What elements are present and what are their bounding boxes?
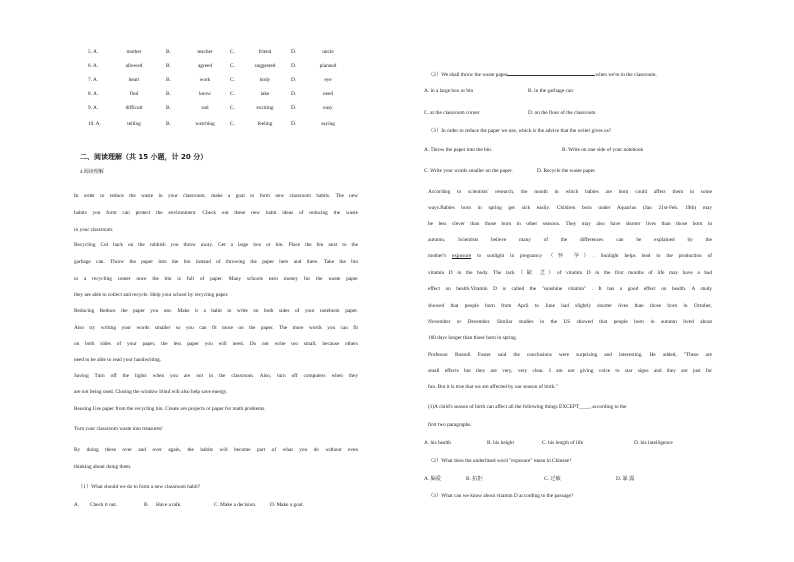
passage-2-line: autumn, Scientists believe many of the differences can be explained by the xyxy=(428,237,712,243)
passage-2-line-5 xyxy=(428,253,712,260)
q5-option-d[interactable]: D. 暴 露 xyxy=(616,476,635,482)
choice-num: 8. A. xyxy=(88,91,99,97)
passage-1-line: thinking about doing them. xyxy=(74,464,132,470)
passage-1-line: Reducing Reduce the paper you use. Make it a habit to write on both sides of your notebook paper. xyxy=(74,308,358,314)
choice-d-letter: D. xyxy=(291,121,297,127)
q3-option-c[interactable]: C. Write your words smaller on the paper. xyxy=(424,168,513,174)
choice-num: 9. A. xyxy=(88,105,99,111)
choice-c[interactable]: suggested xyxy=(254,63,276,69)
q1-option-d[interactable]: D. Make a goal. xyxy=(270,502,304,508)
choice-c[interactable]: feeling xyxy=(257,121,273,127)
p2-line5-after: to sunlight in pregnancy （怀 孕）. Sunlight helps lead to the production of xyxy=(471,253,713,259)
q3-option-a[interactable]: A. Throw the paper into the bin. xyxy=(424,147,493,153)
passage-2-line: 160 days longer than those born in spring. xyxy=(428,335,518,342)
passage-2-line: showed that people born from April to June had slightly shorter lives than those born in October, xyxy=(428,302,712,309)
choice-b-letter: B. xyxy=(166,63,171,69)
choice-d-letter: D. xyxy=(291,63,297,69)
passage-1-line: on both sides of your paper, the less paper you will need. Do not write too small, because others xyxy=(74,341,358,347)
passage-1-line: By doing these over and over again, the habits will become part of what you do without even xyxy=(74,447,358,453)
q4-option-d[interactable]: D. his intelligence xyxy=(634,440,673,446)
q4-option-c[interactable]: C. his length of life xyxy=(542,440,584,446)
passage-2-line: ways.Babies born in spring get sick easily. Children born under Aquarius (Jan 21st-Feb. 19th) may xyxy=(428,205,712,211)
choice-num: 10. A. xyxy=(88,121,101,127)
choice-d-letter: D. xyxy=(291,49,297,55)
choice-b[interactable]: teacher xyxy=(197,49,213,55)
passage-1-line: habits you form can protect the environment. Check out these new habit ideas of reducing the waste xyxy=(74,210,358,216)
choice-b[interactable]: work xyxy=(199,77,211,83)
choice-c-letter: C. xyxy=(230,49,235,55)
q3-option-b[interactable]: B. Write on one side of your notebook xyxy=(562,147,644,153)
q1-option-c[interactable]: C. Make a decision. xyxy=(214,502,257,508)
q3-option-d[interactable]: D. Recycle the waste paper. xyxy=(537,168,596,174)
choice-a[interactable]: allowed xyxy=(125,63,143,69)
choice-a[interactable]: find xyxy=(129,91,139,97)
choice-d-letter: D. xyxy=(291,77,297,83)
p2-line5-before: mother's xyxy=(428,253,452,259)
question-4-stem: (1)A child's season of birth can affect all the following things EXCEPT____, according to the xyxy=(428,404,627,410)
question-2-stem xyxy=(428,70,657,79)
choice-b-letter: B. xyxy=(166,77,171,83)
q2-stem-before: （2）We shall throw the waste paper xyxy=(428,72,508,78)
passage-1-line: Turn your classroom waste into treasures! xyxy=(74,426,163,432)
choice-c[interactable]: exciting xyxy=(256,105,274,111)
passage-2-line: Professor Russell Foster said the conclusions were surprising and interesting. He added, "These are xyxy=(428,351,712,358)
choice-a[interactable]: mother xyxy=(126,49,142,55)
passage-2-line: small effects but they are very, very clear. I am not giving voice to star signs and they are just for xyxy=(428,367,712,374)
choice-c-letter: C. xyxy=(230,77,235,83)
passage-1-line: Also try writing your words smaller so you can fit more on the paper. The more words you can fit xyxy=(74,325,358,331)
q2-option-d[interactable]: D. on the floor of the classroom xyxy=(528,110,596,116)
section-heading: 二、阅读理解（共 15 小题，计 20 分） xyxy=(80,153,208,161)
q1-option-a[interactable]: Check it out. xyxy=(90,502,118,508)
question-3-stem: （3）In order to reduce the paper we use, which is the advice that the writer gives us? xyxy=(428,128,612,134)
choice-b-letter: B. xyxy=(166,49,171,55)
choice-a[interactable]: difficult xyxy=(125,105,143,111)
passage-1-line: they are able to collect and recycle. Help your school by recycling paper. xyxy=(74,292,229,298)
question-1-stem: （1）What should we do to form a new classroom habit? xyxy=(78,484,201,490)
question-4-stem-continued: first two paragraphs. xyxy=(428,422,472,428)
sub-heading: 4.阅读理解 xyxy=(80,170,104,175)
passage-2-line: fun. But it is true that we are affected by our season of birth." xyxy=(428,384,558,391)
q5-option-c[interactable]: C. 过敏 xyxy=(544,476,561,482)
passage-2-line: November or December. Similar studies in the US showed that people born in autumn lived about xyxy=(428,318,712,325)
choice-d-letter: D. xyxy=(291,105,297,111)
q1-option-b[interactable]: Have a talk. xyxy=(156,502,182,508)
choice-a[interactable]: heart xyxy=(128,77,140,83)
choice-d[interactable]: need xyxy=(323,91,333,97)
passage-1-line: Saving Turn off the lights when you are not in the classroom. Also, turn off computers when they xyxy=(74,373,358,379)
choice-c-letter: C. xyxy=(230,121,235,127)
choice-b[interactable]: agreed xyxy=(197,63,213,69)
q4-option-a[interactable]: A. his health xyxy=(424,440,451,446)
choice-b[interactable]: know xyxy=(199,91,211,97)
choice-d[interactable]: saying xyxy=(321,121,335,127)
choice-c-letter: C. xyxy=(230,91,235,97)
passage-1-line: to a recycling center once the bin is full of paper. Many schools earn money for the waste paper xyxy=(74,276,358,282)
underlined-word-exposure: exposure xyxy=(451,253,472,259)
choice-c-letter: C. xyxy=(230,63,235,69)
choice-num: 5. A. xyxy=(88,49,99,55)
choice-b[interactable]: sad xyxy=(201,105,209,111)
choice-d[interactable]: planned xyxy=(319,63,337,69)
passage-2-line: be less clever than those born in other seasons. They may also have shorter lives than those born in xyxy=(428,221,712,227)
choice-c[interactable]: take xyxy=(260,91,270,97)
q2-option-b[interactable]: B. in the garbage can xyxy=(528,88,573,94)
q2-stem-after: when we're in the classroom. xyxy=(595,72,657,78)
q1-option-b-label[interactable]: B. xyxy=(144,502,149,508)
q2-answer-blank[interactable] xyxy=(507,70,595,76)
q2-option-a[interactable]: A. in a large box or bin xyxy=(424,88,474,94)
question-5-stem: （2）What does the underlined word "exposure" mean in Chinese? xyxy=(428,458,572,464)
choice-b-letter: B. xyxy=(166,105,171,111)
choice-d-letter: D. xyxy=(291,91,297,97)
choice-b-letter: B. xyxy=(166,91,171,97)
q5-option-a[interactable]: A. 偏爱 xyxy=(424,476,442,482)
choice-a[interactable]: telling xyxy=(127,121,141,127)
q2-option-c[interactable]: C. at the classroom corner xyxy=(424,110,480,116)
q1-option-a-label[interactable]: A. xyxy=(74,502,80,508)
q5-option-b[interactable]: B. 抗拒 xyxy=(466,476,483,482)
choice-b[interactable]: watching xyxy=(195,121,215,127)
question-6-stem: （3）What can we know about vitamin D according to the passage? xyxy=(428,493,574,499)
q4-option-b[interactable]: B. his height xyxy=(487,440,514,446)
choice-num: 6. A. xyxy=(88,63,99,69)
passage-1-line: need to be able to read your handwriting. xyxy=(74,357,162,363)
passage-1-line: are not being used. Closing the window blind will also help save energy. xyxy=(74,389,228,395)
choice-d[interactable]: eye xyxy=(324,77,332,83)
choice-c[interactable]: friend xyxy=(258,49,272,55)
passage-2-line: According to scientists' research, the month in which babies are born could affect them in some xyxy=(428,189,712,195)
choice-c-letter: C. xyxy=(230,105,235,111)
passage-1-line: garbage can. Throw the paper into the bin instead of throwing the paper here and there. Take the bin xyxy=(74,259,358,265)
choice-num: 7. A. xyxy=(88,77,99,83)
passage-1-line: in your classroom. xyxy=(74,227,114,233)
passage-2-line: effect on health.Vitamin D is called the "sunshine vitamin" . It has a good effect on health. A study xyxy=(428,286,712,293)
passage-2-line: vitamin D in the body. The lack（缺 乏）of vitamin D in the first months of life may have a bad xyxy=(428,270,712,276)
choice-d[interactable]: easy xyxy=(323,105,333,111)
passage-1-line: Reusing Use paper from the recycling bin. Create are projects or paper for math problems. xyxy=(74,406,266,412)
passage-1-line: In order to reduce the waste in your classroom, make a goal to form new classroom habits. The new xyxy=(74,193,358,199)
choice-c[interactable]: body xyxy=(259,77,271,83)
passage-1-line: Recycling Cut back on the rubbish you throw away. Get a large box or bin. Place the bin next to the xyxy=(74,242,358,248)
choice-d[interactable]: uncle xyxy=(322,49,334,55)
choice-b-letter: B. xyxy=(166,121,171,127)
